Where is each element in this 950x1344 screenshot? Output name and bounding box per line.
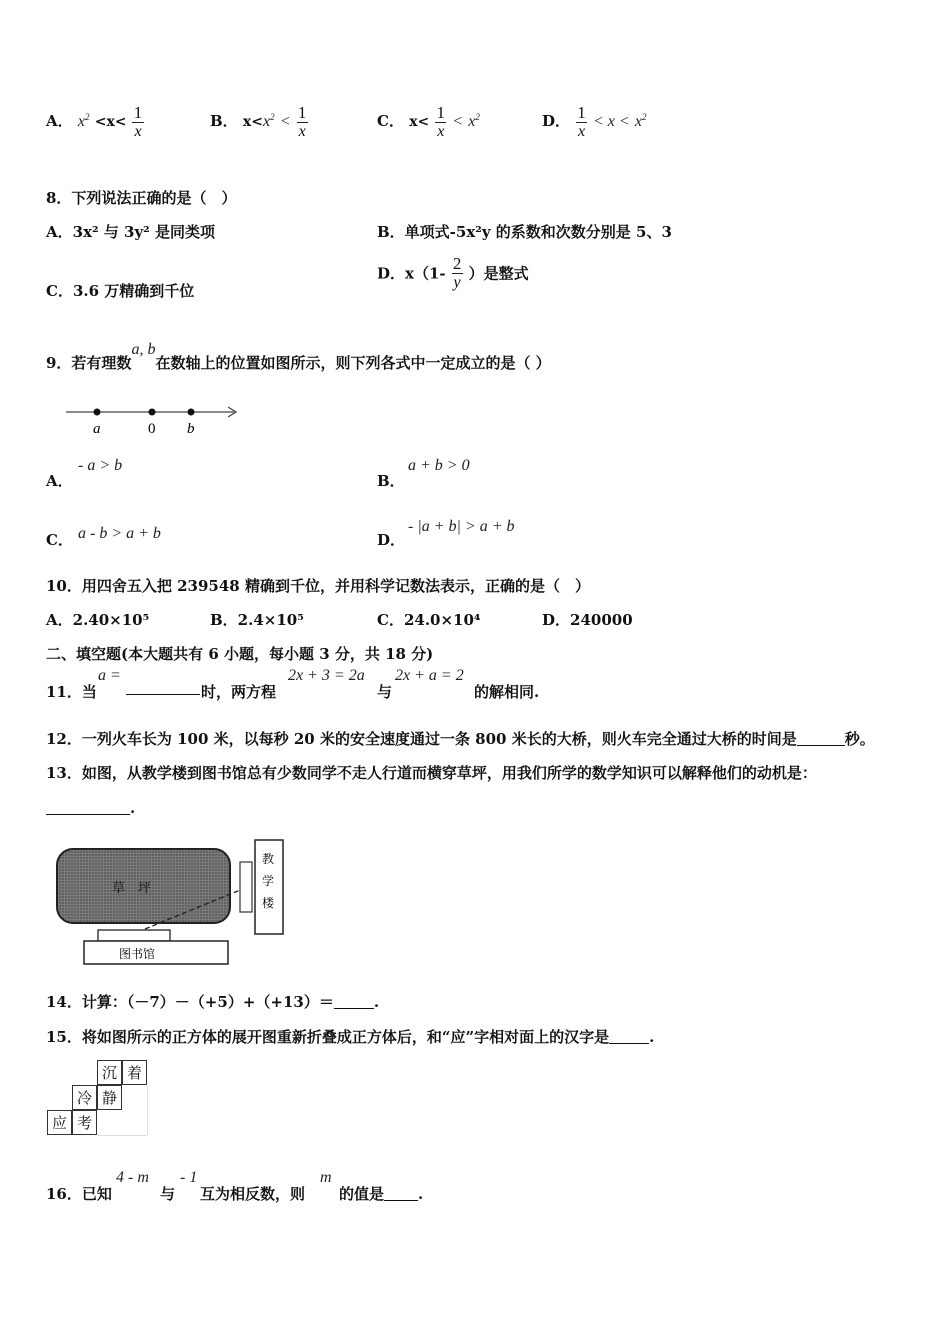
q16-expr1: 4 - m <box>116 1169 149 1186</box>
q16-with: 与 <box>160 1185 176 1203</box>
q10-option-c: C．24.0×10⁴ <box>377 611 481 629</box>
q14-blank[interactable] <box>334 994 374 1009</box>
q9-option-d-expr: - |a + b| > a + b <box>408 518 515 535</box>
q10-stem: 10．用四舍五入把 239548 精确到千位，并用科学记数法表示，正确的是（ ） <box>46 577 590 595</box>
net-shadow-line <box>147 1085 148 1135</box>
section-heading: 二、填空题(本大题共有 6 小题，每小题 3 分，共 18 分) <box>46 645 434 663</box>
q9-option-a-label: A． <box>46 472 73 490</box>
q15-text: 15．将如图所示的正方体的展开图重新折叠成正方体后，和“应”字相对面上的汉字是 . <box>46 1028 655 1046</box>
label-a: a <box>93 421 101 437</box>
q13-answer-line: . <box>46 799 135 817</box>
q16-var: m <box>320 1169 332 1186</box>
q10-option-d: D．240000 <box>542 611 633 629</box>
q16-pre: 16．已知 <box>46 1185 112 1203</box>
q11-pre: 11．当 <box>46 683 97 701</box>
building-char-3: 楼 <box>262 896 275 910</box>
q12-text: 12．一列火车长为 100 米，以每秒 20 米的安全速度通过一条 800 米长的大桥，则火车完全通过大桥的时间是 秒。 <box>46 730 875 748</box>
net-cell-3: 冷 <box>72 1085 97 1110</box>
q7-option-c: C． x< $\frac{1}{x}$ < $x^2$ <box>377 103 480 140</box>
q8-stem: 8．下列说法正确的是（ ） <box>46 189 237 207</box>
library-label: 图书馆 <box>119 947 156 961</box>
q9-stem: 9．若有理数a, b在数轴上的位置如图所示，则下列各式中一定成立的是（ ） <box>46 341 551 372</box>
q11-eq1: 2x + 3 = 2a <box>288 667 365 684</box>
q9-option-b-expr: a + b > 0 <box>408 457 470 474</box>
q9-option-c-expr: a - b > a + b <box>78 525 161 542</box>
q10-option-b: B．2.4×10⁵ <box>210 611 304 629</box>
net-cell-1: 沉 <box>97 1060 122 1085</box>
q11-post: 的解相同. <box>474 683 540 701</box>
q8-option-c: C．3.6 万精确到千位 <box>46 282 195 300</box>
net-cell-6: 考 <box>72 1110 97 1135</box>
q14-text: 14．计算：（－7）－（+5）+（+13）＝ . <box>46 993 380 1011</box>
building-char-2: 学 <box>262 874 275 888</box>
net-cell-4: 静 <box>97 1085 122 1110</box>
q13-text: 13．如图，从教学楼到图书馆总有少数同学不走人行道而横穿草坪，用我们所学的数学知识可以解释他们的动机是： <box>46 764 817 782</box>
walkway <box>240 862 252 912</box>
q16-expr2: - 1 <box>180 1169 198 1186</box>
campus-figure <box>50 836 290 968</box>
label-b: b <box>187 421 195 437</box>
lawn-label: 草 坪 <box>112 881 152 896</box>
net-cell-5: 应 <box>47 1110 72 1135</box>
q7-option-b: B． $x<x^2$ < $\frac{1}{x}$ <box>210 103 307 140</box>
q11-var: a = <box>98 667 121 684</box>
q9-option-b-label: B． <box>377 472 405 490</box>
number-line-figure <box>60 402 245 438</box>
q8-option-a: A．3x² 与 3y² 是同类项 <box>46 223 215 241</box>
library <box>84 941 228 964</box>
point-b <box>188 409 195 416</box>
point-zero <box>149 409 156 416</box>
point-a <box>94 409 101 416</box>
q9-option-c-label: C． <box>46 531 73 549</box>
q15-blank[interactable] <box>609 1029 649 1044</box>
q8-option-b: B．单项式-5x²y 的系数和次数分别是 5、3 <box>377 223 672 241</box>
q11-mid: 时，两方程 <box>201 683 277 701</box>
q7-option-a: A． $x^2 <x<$ $\frac{1}{x}$ <box>46 103 143 140</box>
q11-blank[interactable] <box>126 678 200 697</box>
q16-mid: 互为相反数，则 <box>200 1185 306 1203</box>
q10-option-a: A．2.40×10⁵ <box>46 611 150 629</box>
cube-net-figure <box>46 1060 150 1136</box>
q11-with: 与 <box>377 683 393 701</box>
q9-option-d-label: D． <box>377 531 406 549</box>
q16-post: 的值是 . <box>339 1185 424 1203</box>
net-cell-2: 着 <box>122 1060 147 1085</box>
q11-eq2: 2x + a = 2 <box>395 667 464 684</box>
q7-option-d: D． $\frac{1}{x}$ < $x < x^2$ <box>542 103 647 140</box>
q7-a-lhs: $x^2$ <box>77 112 90 130</box>
q16-blank[interactable] <box>384 1186 418 1201</box>
net-shadow-line-bottom <box>97 1135 147 1136</box>
label-zero: 0 <box>148 421 156 437</box>
q8-option-d: D．x（1- $\frac{2}{y}$ ）是整式 <box>377 254 529 291</box>
q13-blank[interactable] <box>46 800 130 815</box>
building-char-1: 教 <box>262 852 275 866</box>
library-step <box>98 930 170 941</box>
q9-option-a-expr: - a > b <box>78 457 123 474</box>
q12-blank[interactable] <box>797 731 845 746</box>
